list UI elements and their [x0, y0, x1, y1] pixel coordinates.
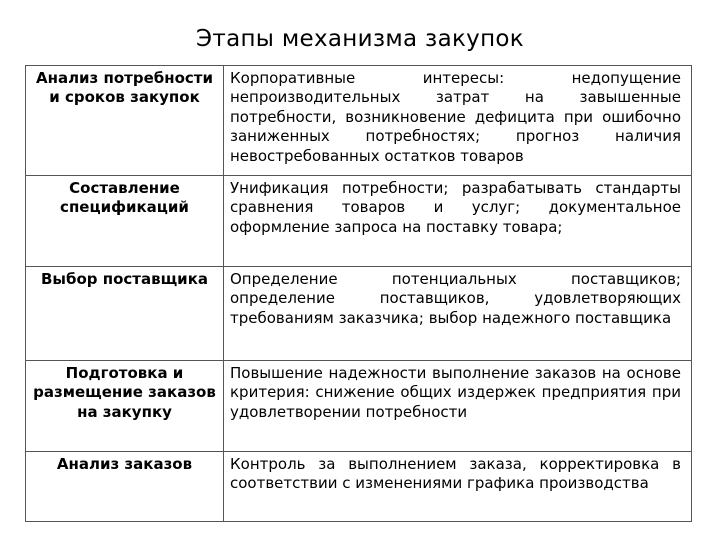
stage-name-cell: Составление спецификаций	[26, 176, 224, 267]
table-row	[26, 361, 692, 452]
table-row	[26, 267, 692, 361]
table-row	[26, 66, 692, 176]
table-row	[26, 176, 692, 267]
stage-name-cell: Анализ заказов	[26, 452, 224, 522]
stage-description-cell: Контроль за выполнением заказа, корректировка в соответствии с изменениями графика производства	[224, 452, 692, 522]
procurement-stages-table	[25, 65, 692, 522]
page-title: Этапы механизма закупок	[196, 26, 524, 52]
stage-description-cell: Унификация потребности; разрабатывать стандарты сравнения товаров и услуг; документальное оформление запроса на поставку товара;	[224, 176, 692, 267]
stage-description-cell: Определение потенциальных поставщиков; определение поставщиков, удовлетворяющих требованиям заказчика; выбор надежного поставщика	[224, 267, 692, 361]
stage-description-cell: Повышение надежности выполнение заказов на основе критерия: снижение общих издержек предприятия при удовлетворении потребности	[224, 361, 692, 452]
stage-name-cell: Выбор поставщика	[26, 267, 224, 361]
stage-name-cell: Анализ потребности и сроков закупок	[26, 66, 224, 176]
stage-name-cell: Подготовка и размещение заказов на закупку	[26, 361, 224, 452]
stage-description-cell: Корпоративные интересы: недопущение непроизводительных затрат на завышенные потребности, возникновение дефицита при ошибочно заниженных потребностях; прогноз наличия невостребованных остатков товаров	[224, 66, 692, 176]
table-row	[26, 452, 692, 522]
